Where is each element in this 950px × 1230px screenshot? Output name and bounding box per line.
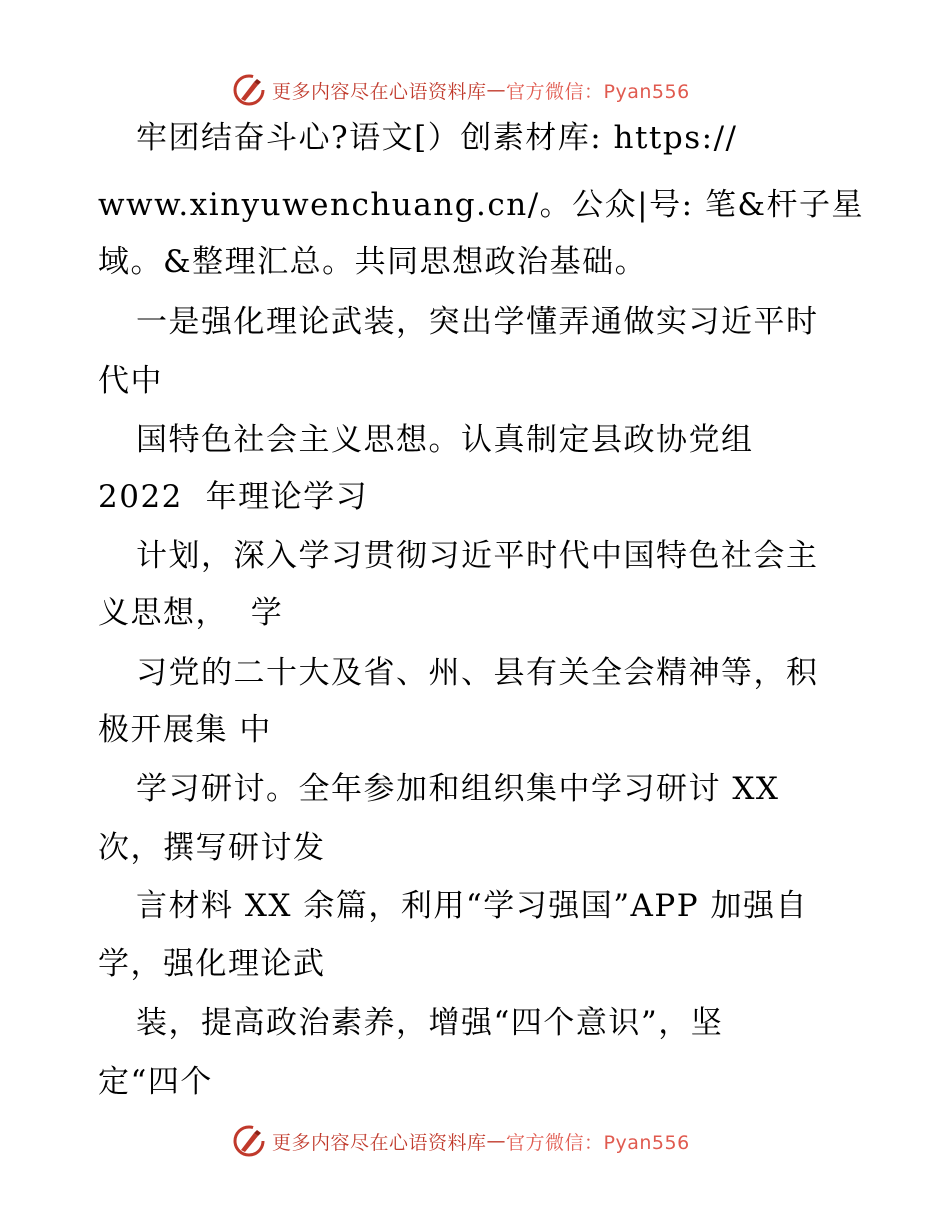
header-banner-contact: 官方微信：Pyan556	[506, 80, 690, 103]
header-banner	[0, 70, 950, 110]
text-line: 牢团结奋斗心?语文[）创素材库: https://	[136, 120, 738, 156]
text-line: 定“四个	[98, 1064, 213, 1100]
text-line: www.xinyuwenchuang.cn/。公众|号: 笔&杆子星	[98, 187, 865, 223]
text-line: 言材料 XX 余篇，利用“学习强国”APP 加强自	[136, 888, 808, 924]
pen-logo-icon	[232, 73, 266, 107]
footer-banner	[0, 1121, 950, 1161]
pen-logo-icon	[232, 1124, 266, 1158]
text-line: 学，强化理论武	[98, 946, 326, 982]
text-line: 2022 年理论学习	[98, 479, 369, 515]
header-banner-text: 更多内容尽在心语资料库	[272, 80, 487, 103]
header-banner-dash: —	[486, 79, 507, 101]
footer-banner-text: 更多内容尽在心语资料库	[272, 1131, 487, 1154]
text-line: 极开展集 中	[98, 712, 272, 748]
text-line: 计划，深入学习贯彻习近平时代中国特色社会主	[136, 538, 819, 574]
text-line: 习党的二十大及省、州、县有关全会精神等，积	[136, 655, 819, 691]
footer-banner-dash: —	[486, 1130, 507, 1152]
text-line: 代中	[98, 363, 163, 399]
text-line: 域。&整理汇总。共同思想政治基础。	[98, 244, 648, 280]
footer-banner-contact: 官方微信：Pyan556	[506, 1131, 690, 1154]
text-line: 装，提高政治素养，增强“四个意识”，坚	[136, 1005, 724, 1041]
text-line: 次，撰写研讨发	[98, 830, 326, 866]
text-line: 一是强化理论武装，突出学懂弄通做实习近平时	[136, 304, 819, 340]
text-line: 义思想， 学	[98, 595, 284, 631]
text-line: 国特色社会主义思想。认真制定县政协党组	[136, 422, 754, 458]
text-line: 学习研讨。全年参加和组织集中学习研讨 XX	[136, 771, 780, 807]
